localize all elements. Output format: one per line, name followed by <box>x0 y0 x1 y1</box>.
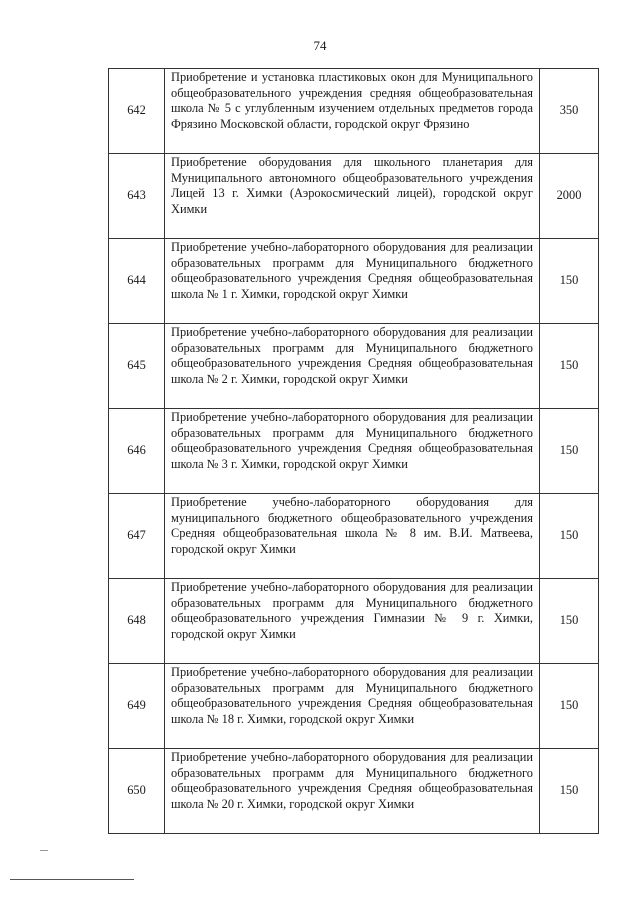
table-row <box>109 664 599 749</box>
row-number: 642 <box>109 69 165 154</box>
row-amount: 350 <box>540 69 599 154</box>
table-row <box>109 749 599 834</box>
table-row <box>109 494 599 579</box>
row-amount: 150 <box>540 749 599 834</box>
row-description: Приобретение учебно-лабораторного оборудования для реализации образовательных программ для Муниципального бюджетного общеобразовательного учреждения Средняя общеобразовательная школа № 20 г. Химки, городской округ Химки <box>165 749 540 834</box>
row-description: Приобретение и установка пластиковых окон для Муниципального общеобразовательного учреждения средняя общеобразовательная школа № 5 с углубленным изучением отдельных предметов города Фрязино Московской области, городской округ Фрязино <box>165 69 540 154</box>
row-description: Приобретение учебно-лабораторного оборудования для реализации образовательных программ для Муниципального бюджетного общеобразовательного учреждения Средняя общеобразовательная школа № 3 г. Химки, городской округ Химки <box>165 409 540 494</box>
page-number: 74 <box>313 38 327 53</box>
row-description: Приобретение учебно-лабораторного оборудования для реализации образовательных программ для Муниципального бюджетного общеобразовательного учреждения Гимназии № 9 г. Химки, городской округ Химки <box>165 579 540 664</box>
row-number: 647 <box>109 494 165 579</box>
budget-table <box>108 68 599 834</box>
row-number: 649 <box>109 664 165 749</box>
footnote-separator <box>10 879 134 880</box>
row-number: 645 <box>109 324 165 409</box>
row-amount: 150 <box>540 239 599 324</box>
row-amount: 150 <box>540 579 599 664</box>
scan-mark <box>40 850 48 851</box>
table-row <box>109 239 599 324</box>
row-description: Приобретение учебно-лабораторного оборудования для муниципального бюджетного общеобразовательного учреждения Средняя общеобразовательная школа № 8 им. В.И. Матвеева, городской округ Химки <box>165 494 540 579</box>
row-amount: 150 <box>540 664 599 749</box>
table-row <box>109 69 599 154</box>
row-description: Приобретение учебно-лабораторного оборудования для реализации образовательных программ для Муниципального бюджетного общеобразовательного учреждения Средняя общеобразовательная школа № 1 г. Химки, городской округ Химки <box>165 239 540 324</box>
row-amount: 150 <box>540 494 599 579</box>
row-number: 643 <box>109 154 165 239</box>
row-description: Приобретение учебно-лабораторного оборудования для реализации образовательных программ для Муниципального бюджетного общеобразовательного учреждения Средняя общеобразовательная школа № 2 г. Химки, городской округ Химки <box>165 324 540 409</box>
row-amount: 150 <box>540 324 599 409</box>
table-row <box>109 154 599 239</box>
row-description: Приобретение оборудования для школьного планетария для Муниципального автономного общеобразовательного учреждения Лицей 13 г. Химки (Аэрокосмический лицей), городской округ Химки <box>165 154 540 239</box>
row-amount: 2000 <box>540 154 599 239</box>
row-number: 650 <box>109 749 165 834</box>
table-row <box>109 324 599 409</box>
table-row <box>109 409 599 494</box>
row-number: 648 <box>109 579 165 664</box>
row-amount: 150 <box>540 409 599 494</box>
row-number: 646 <box>109 409 165 494</box>
table-row <box>109 579 599 664</box>
row-description: Приобретение учебно-лабораторного оборудования для реализации образовательных программ для Муниципального бюджетного общеобразовательного учреждения Средняя общеобразовательная школа № 18 г. Химки, городской округ Химки <box>165 664 540 749</box>
row-number: 644 <box>109 239 165 324</box>
